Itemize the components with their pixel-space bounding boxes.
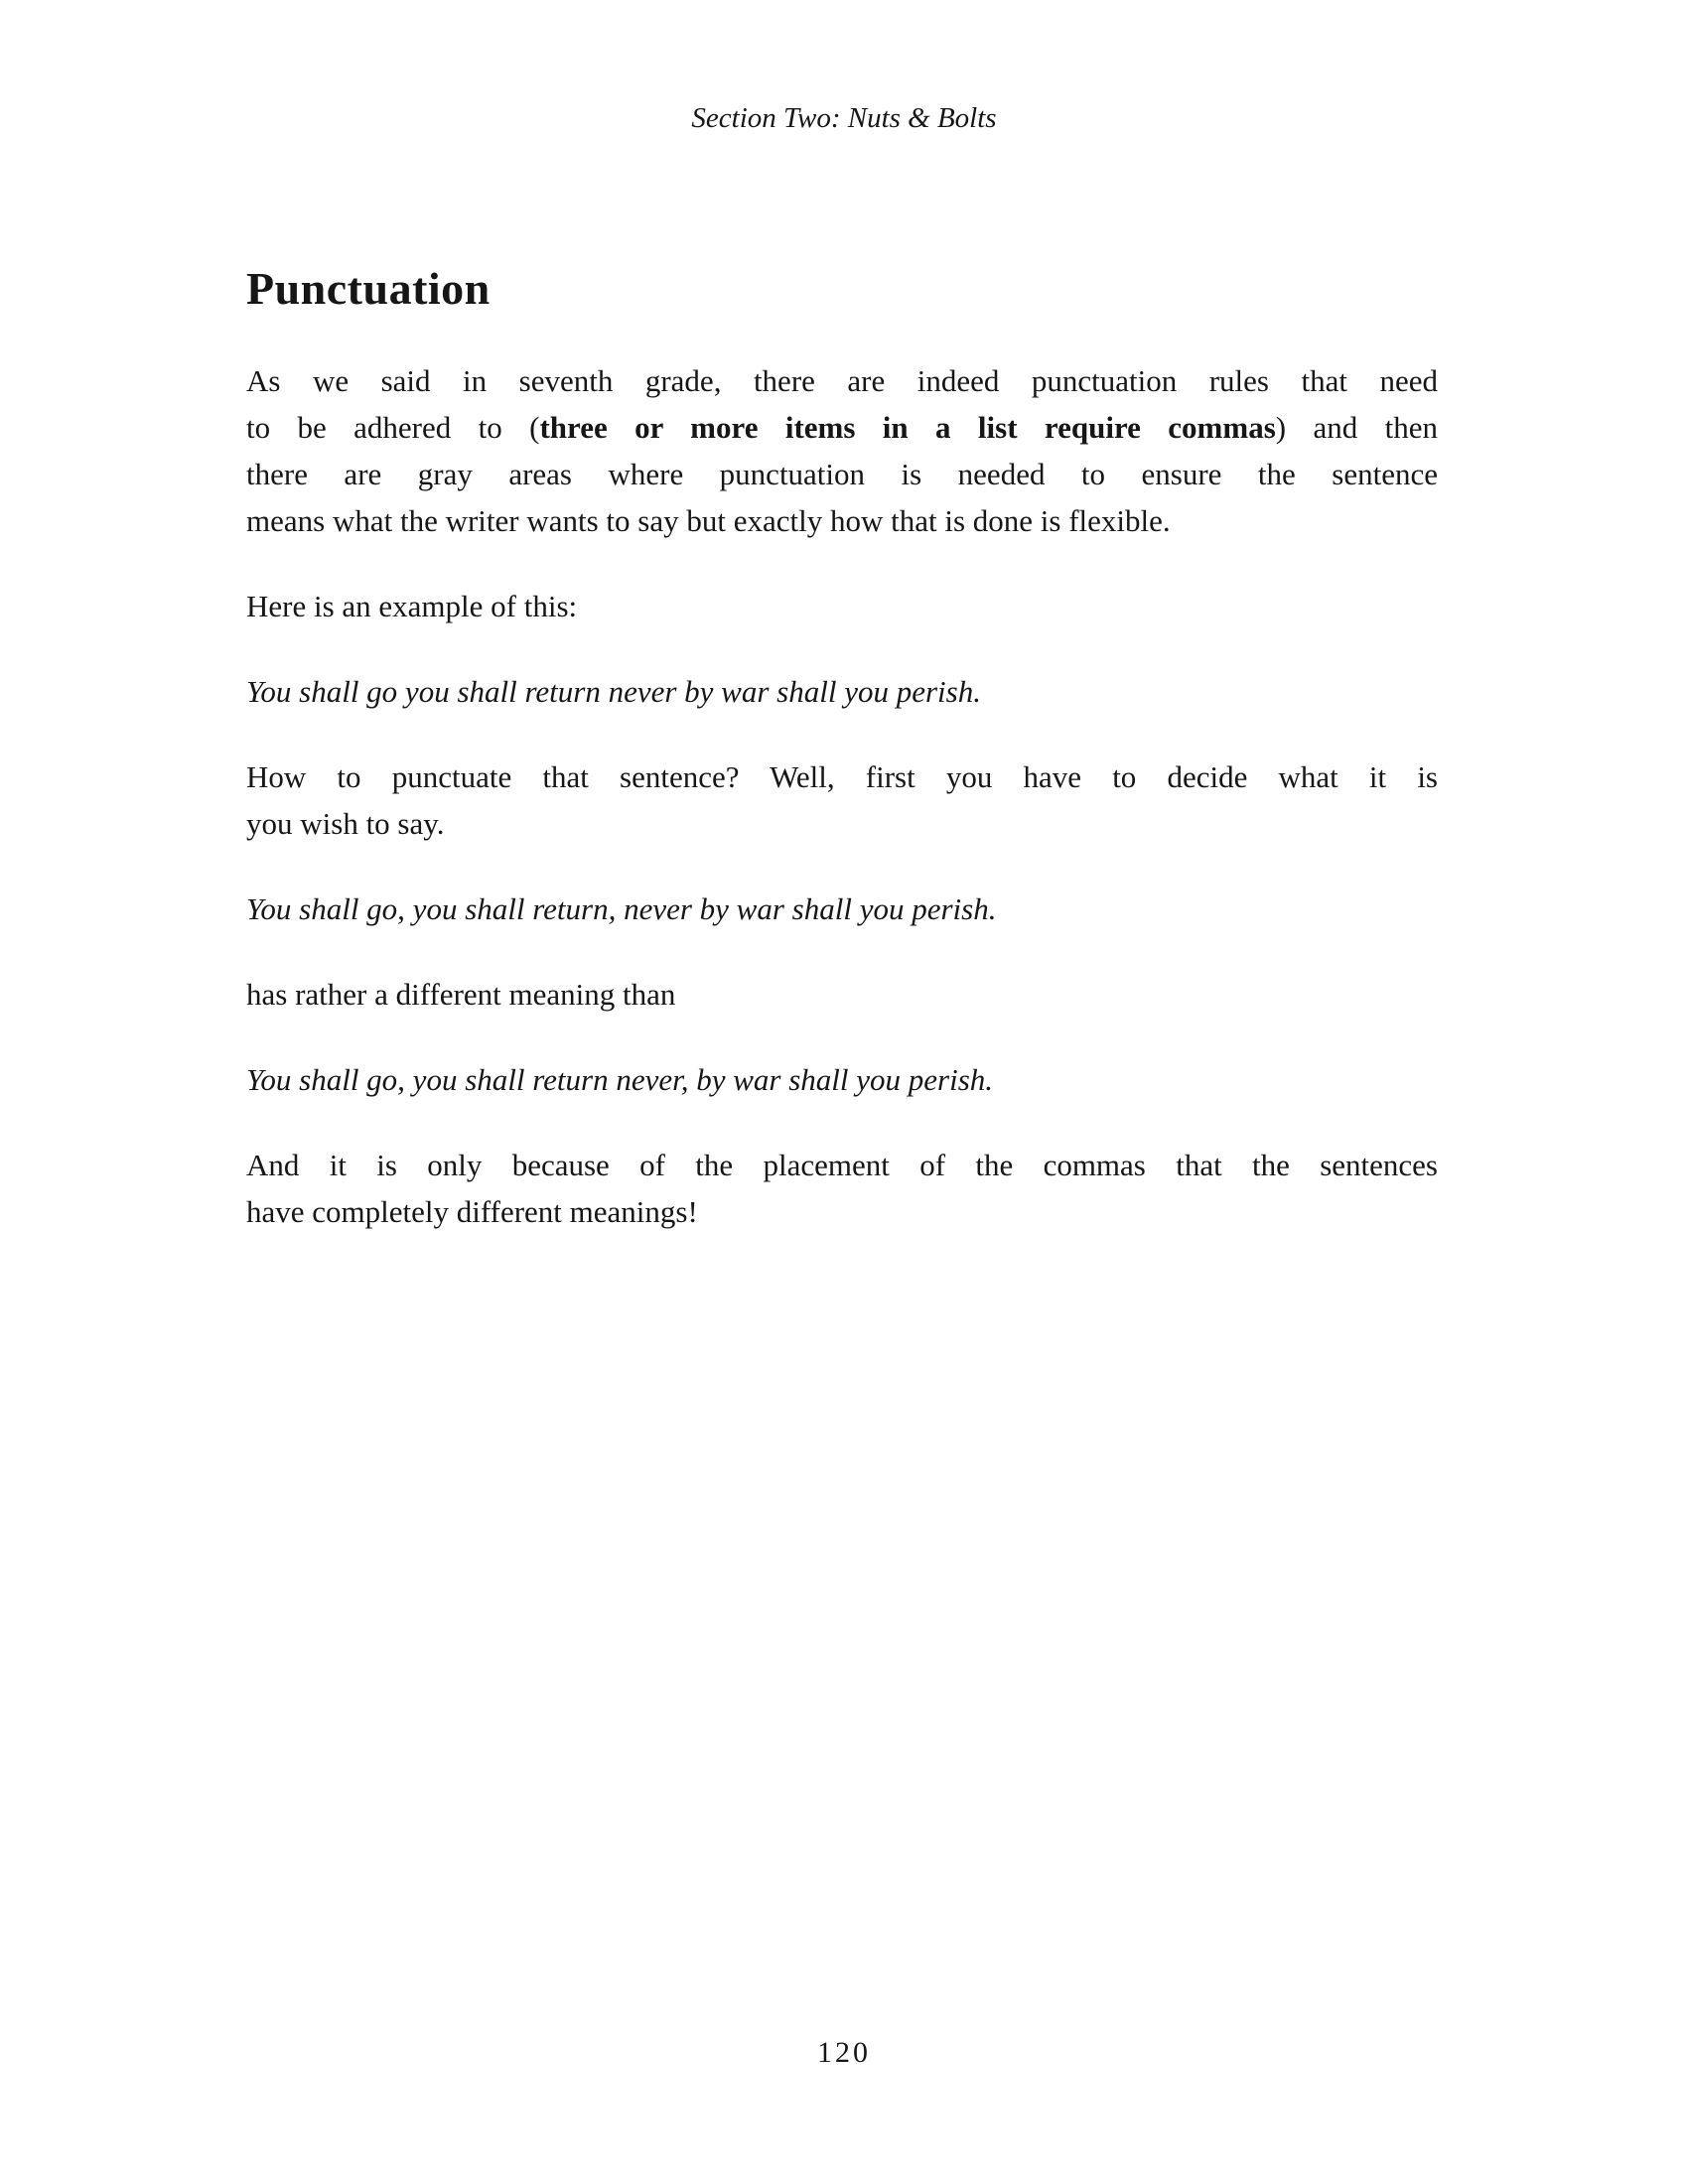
- paragraph-line-pre: to be adhered to (: [246, 410, 540, 445]
- paragraph-line: has rather a different meaning than: [246, 977, 676, 1012]
- paragraph-line: there are gray areas where punctuation is needed to ensure the sentence: [246, 457, 1438, 491]
- paragraph-line: You shall go you shall return never by war shall you perish.: [246, 674, 981, 709]
- bold-rule-phrase: three or more items in a list require commas: [539, 410, 1276, 445]
- running-header: Section Two: Nuts & Bolts: [691, 102, 997, 134]
- paragraph-line: You shall go, you shall return never, by war shall you perish.: [246, 1062, 994, 1097]
- paragraph-line: have completely different meanings!: [246, 1194, 698, 1229]
- example-sentence-version-one: [246, 886, 1438, 932]
- paragraph-different-meaning: [246, 971, 1438, 1018]
- body-text: [246, 357, 1438, 1274]
- example-sentence-unpunctuated: [246, 668, 1438, 715]
- paragraph-line-post: ) and then: [1275, 410, 1438, 445]
- paragraph-line: How to punctuate that sentence? Well, first you have to decide what it is: [246, 759, 1438, 794]
- paragraph-line: Here is an example of this:: [246, 589, 578, 623]
- example-sentence-version-two: [246, 1056, 1438, 1103]
- paragraph-line: you wish to say.: [246, 806, 445, 841]
- paragraph-example-lead: [246, 583, 1438, 629]
- paragraph-line: [246, 404, 1438, 451]
- paragraph-line: As we said in seventh grade, there are indeed punctuation rules that need: [246, 363, 1438, 398]
- paragraph-line: And it is only because of the placement of the commas that the sentences: [246, 1148, 1438, 1182]
- page-number: 120: [817, 2036, 871, 2069]
- paragraph-line: means what the writer wants to say but exactly how that is done is flexible.: [246, 503, 1171, 538]
- paragraph-line: You shall go, you shall return, never by war shall you perish.: [246, 891, 997, 926]
- paragraph-conclusion: [246, 1142, 1438, 1235]
- page-title: Punctuation: [246, 262, 491, 314]
- paragraph-how-to-punctuate: [246, 753, 1438, 847]
- paragraph-intro: [246, 357, 1438, 544]
